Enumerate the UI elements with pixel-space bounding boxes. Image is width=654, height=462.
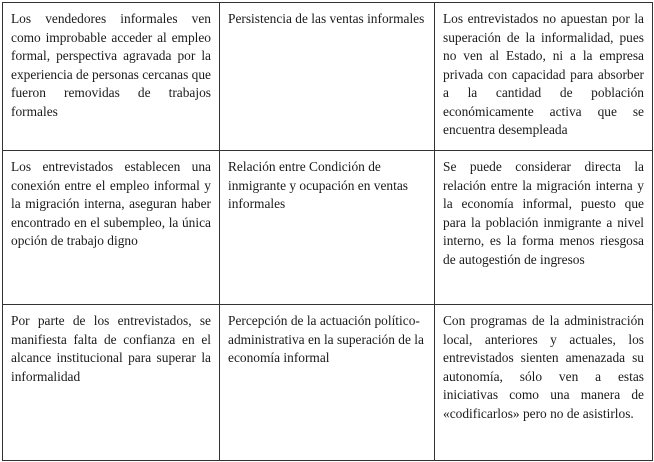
table-cell-interpretation: Se puede considerar directa la relación entre la migración interna y la economía informal, puesto que para la población inmigrante a nivel interno, es la forma menos riesgosa de autogestión de ingresos xyxy=(435,151,653,305)
table-cell-finding: Los vendedores informales ven como improbable acceder al empleo formal, perspectiva agravada por la experiencia de personas cercanas que fueron removidas de trabajos formales xyxy=(3,3,220,151)
table-row xyxy=(3,3,653,151)
table-cell-finding: Los entrevistados establecen una conexión entre el empleo informal y la migración interna, aseguran haber encontrado en el subempleo, la única opción de trabajo digno xyxy=(3,151,220,305)
table-cell-finding: Por parte de los entrevistados, se manifiesta falta de confianza en el alcance institucional para superar la informalidad xyxy=(3,305,220,461)
findings-table xyxy=(2,2,653,461)
table-cell-interpretation: Los entrevistados no apuestan por la superación de la informalidad, pues no ven al Estado, ni a la empresa privada con capacidad para absorber a la cantidad de población económicamente activa que se encuentra desempleada xyxy=(435,3,653,151)
table-cell-category: Percepción de la actuación político-administrativa en la superación de la economía informal xyxy=(220,305,435,461)
table-row xyxy=(3,151,653,305)
table-cell-category: Relación entre Condición de inmigrante y ocupación en ventas informales xyxy=(220,151,435,305)
table-cell-interpretation: Con programas de la administración local, anteriores y actuales, los entrevistados sienten amenazada su autonomía, sólo ven a estas iniciativas como una manera de «codificarlos» pero no de asistirlos. xyxy=(435,305,653,461)
table-cell-category: Persistencia de las ventas informales xyxy=(220,3,435,151)
table-row xyxy=(3,305,653,461)
